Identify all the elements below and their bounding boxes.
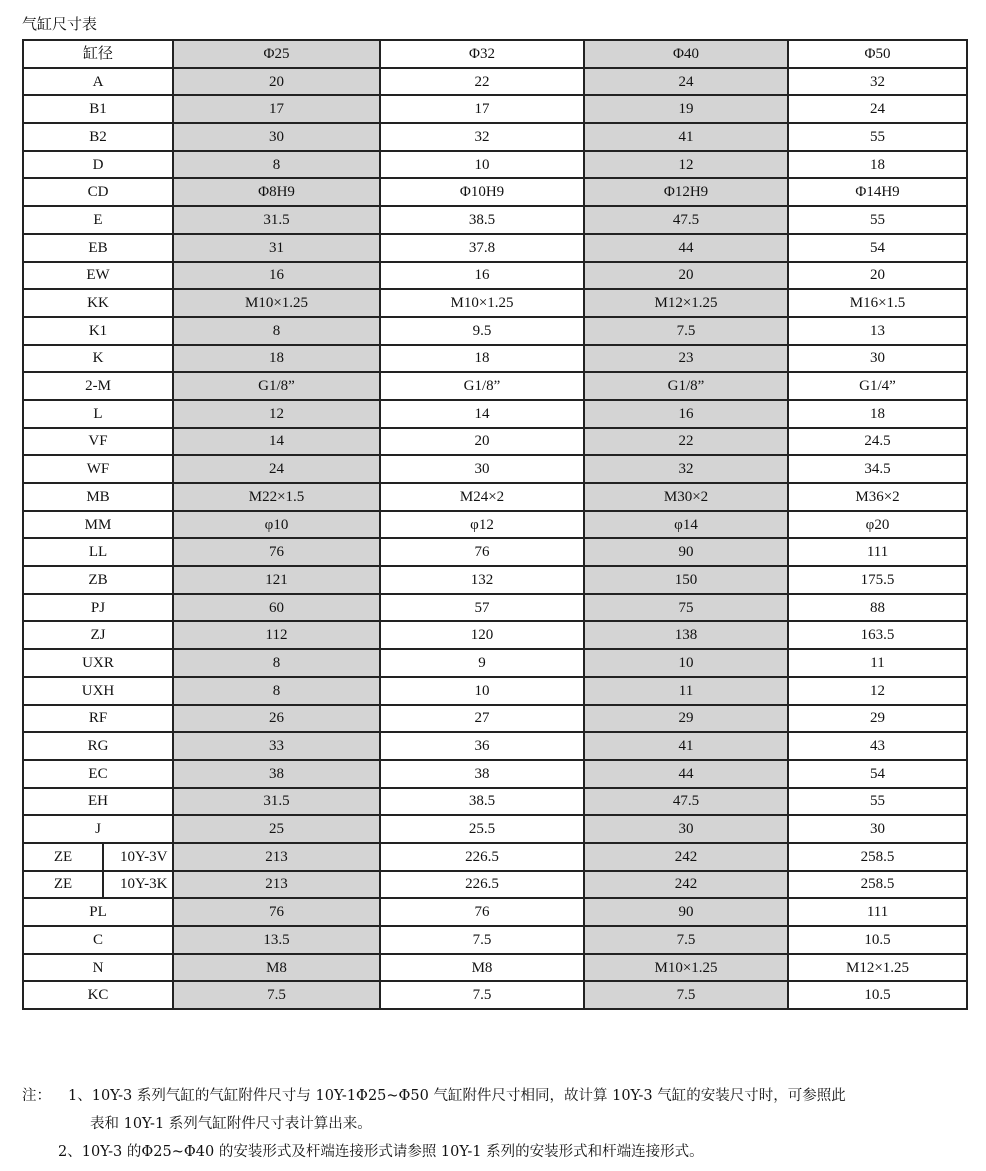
row-label: K1 xyxy=(23,317,173,345)
table-cell: 31.5 xyxy=(173,206,380,234)
table-row xyxy=(23,732,967,760)
notes-section xyxy=(22,1082,966,1166)
table-cell: 10 xyxy=(380,151,584,179)
table-cell: 44 xyxy=(584,760,788,788)
table-cell: 26 xyxy=(173,705,380,733)
table-row xyxy=(23,871,967,899)
row-label: PJ xyxy=(23,594,173,622)
table-row xyxy=(23,788,967,816)
table-cell: 163.5 xyxy=(788,621,967,649)
table-cell: 38 xyxy=(173,760,380,788)
table-cell: 16 xyxy=(173,262,380,290)
table-row xyxy=(23,815,967,843)
table-cell: 9 xyxy=(380,649,584,677)
table-row xyxy=(23,68,967,96)
table-cell: 14 xyxy=(380,400,584,428)
table-row xyxy=(23,843,967,871)
row-label: ZB xyxy=(23,566,173,594)
table-row xyxy=(23,455,967,483)
table-cell: 11 xyxy=(788,649,967,677)
table-cell: 18 xyxy=(173,345,380,373)
table-cell: 19 xyxy=(584,95,788,123)
table-cell: 55 xyxy=(788,788,967,816)
table-cell: 258.5 xyxy=(788,871,967,899)
row-label: K xyxy=(23,345,173,373)
page-title: 气缸尺寸表 xyxy=(22,15,98,33)
table-cell: 175.5 xyxy=(788,566,967,594)
row-label: MM xyxy=(23,511,173,539)
table-cell: φ14 xyxy=(584,511,788,539)
table-cell: M12×1.25 xyxy=(584,289,788,317)
row-label: UXH xyxy=(23,677,173,705)
header-label: 缸径 xyxy=(23,40,173,68)
table-cell: 8 xyxy=(173,317,380,345)
table-row xyxy=(23,705,967,733)
table-cell: 20 xyxy=(584,262,788,290)
table-cell: M10×1.25 xyxy=(173,289,380,317)
table-cell: M16×1.5 xyxy=(788,289,967,317)
row-label: C xyxy=(23,926,173,954)
table-cell: G1/4” xyxy=(788,372,967,400)
row-label: CD xyxy=(23,178,173,206)
table-cell: 8 xyxy=(173,677,380,705)
note-1-continued: 表和 10Y-1 系列气缸附件尺寸表计算出来。 xyxy=(90,1116,372,1132)
note-2: 2、10Y-3 的Φ25~Φ40 的安装形式及杆端连接形式请参照 10Y-1 系列的安装形式和杆端连接形式。 xyxy=(58,1144,704,1160)
table-cell: 8 xyxy=(173,151,380,179)
table-cell: 47.5 xyxy=(584,788,788,816)
table-cell: 24.5 xyxy=(788,428,967,456)
table-cell: 29 xyxy=(788,705,967,733)
header-bore-size: Φ40 xyxy=(584,40,788,68)
table-cell: M10×1.25 xyxy=(584,954,788,982)
table-cell: 11 xyxy=(584,677,788,705)
row-label: 2-M xyxy=(23,372,173,400)
table-cell: 20 xyxy=(380,428,584,456)
table-cell: 32 xyxy=(380,123,584,151)
row-label: RF xyxy=(23,705,173,733)
table-row xyxy=(23,954,967,982)
table-cell: 111 xyxy=(788,898,967,926)
table-cell: 27 xyxy=(380,705,584,733)
table-row xyxy=(23,289,967,317)
table-row xyxy=(23,95,967,123)
table-cell: 88 xyxy=(788,594,967,622)
row-label: ZJ xyxy=(23,621,173,649)
table-cell: 24 xyxy=(173,455,380,483)
table-cell: 111 xyxy=(788,538,967,566)
table-cell: 47.5 xyxy=(584,206,788,234)
table-cell: 22 xyxy=(380,68,584,96)
table-cell: 20 xyxy=(788,262,967,290)
table-cell: 36 xyxy=(380,732,584,760)
table-cell: 75 xyxy=(584,594,788,622)
table-row xyxy=(23,317,967,345)
table-cell: 30 xyxy=(788,345,967,373)
row-label: A xyxy=(23,68,173,96)
table-row xyxy=(23,538,967,566)
table-cell: 38.5 xyxy=(380,206,584,234)
row-label: PL xyxy=(23,898,173,926)
table-row xyxy=(23,428,967,456)
table-cell: 30 xyxy=(173,123,380,151)
table-cell: M30×2 xyxy=(584,483,788,511)
row-label: MB xyxy=(23,483,173,511)
table-cell: 13 xyxy=(788,317,967,345)
table-cell: 30 xyxy=(584,815,788,843)
table-cell: 18 xyxy=(788,400,967,428)
table-cell: 112 xyxy=(173,621,380,649)
table-cell: 76 xyxy=(380,898,584,926)
table-row xyxy=(23,483,967,511)
table-cell: M10×1.25 xyxy=(380,289,584,317)
table-cell: M12×1.25 xyxy=(788,954,967,982)
row-label: J xyxy=(23,815,173,843)
table-cell: 23 xyxy=(584,345,788,373)
table-cell: G1/8” xyxy=(584,372,788,400)
row-label: B2 xyxy=(23,123,173,151)
table-row xyxy=(23,262,967,290)
table-cell: 54 xyxy=(788,234,967,262)
table-row xyxy=(23,926,967,954)
table-cell: 14 xyxy=(173,428,380,456)
row-sublabel: 10Y-3V xyxy=(103,843,173,871)
table-cell: 16 xyxy=(584,400,788,428)
table-cell: 10.5 xyxy=(788,926,967,954)
table-cell: 22 xyxy=(584,428,788,456)
table-cell: M8 xyxy=(380,954,584,982)
table-cell: G1/8” xyxy=(173,372,380,400)
note-1 xyxy=(22,1082,966,1110)
row-label: EW xyxy=(23,262,173,290)
table-cell: 13.5 xyxy=(173,926,380,954)
row-label: LL xyxy=(23,538,173,566)
table-cell: 38 xyxy=(380,760,584,788)
table-cell: 24 xyxy=(584,68,788,96)
table-row xyxy=(23,123,967,151)
table-cell: Φ10H9 xyxy=(380,178,584,206)
table-cell: 76 xyxy=(380,538,584,566)
row-label: RG xyxy=(23,732,173,760)
table-cell: 55 xyxy=(788,123,967,151)
header-bore-size: Φ32 xyxy=(380,40,584,68)
table-cell: 24 xyxy=(788,95,967,123)
table-row xyxy=(23,511,967,539)
table-cell: 226.5 xyxy=(380,871,584,899)
table-cell: Φ8H9 xyxy=(173,178,380,206)
table-cell: 32 xyxy=(584,455,788,483)
table-cell: 121 xyxy=(173,566,380,594)
table-cell: 18 xyxy=(788,151,967,179)
table-cell: 138 xyxy=(584,621,788,649)
table-cell: 7.5 xyxy=(380,981,584,1009)
table-cell: 34.5 xyxy=(788,455,967,483)
table-row xyxy=(23,206,967,234)
table-cell: 38.5 xyxy=(380,788,584,816)
row-label: D xyxy=(23,151,173,179)
table-row xyxy=(23,760,967,788)
table-cell: 17 xyxy=(380,95,584,123)
table-cell: 76 xyxy=(173,898,380,926)
table-cell: M24×2 xyxy=(380,483,584,511)
table-cell: 55 xyxy=(788,206,967,234)
table-row xyxy=(23,151,967,179)
table-cell: 20 xyxy=(173,68,380,96)
row-sublabel: 10Y-3K xyxy=(103,871,173,899)
table-cell: 30 xyxy=(788,815,967,843)
table-cell: 9.5 xyxy=(380,317,584,345)
table-cell: 7.5 xyxy=(380,926,584,954)
row-label: KK xyxy=(23,289,173,317)
table-cell: φ12 xyxy=(380,511,584,539)
table-cell: 132 xyxy=(380,566,584,594)
table-cell: 12 xyxy=(584,151,788,179)
note-1-text: 1、10Y-3 系列气缸的气缸附件尺寸与 10Y-1Φ25~Φ50 气缸附件尺寸相同，故计算 10Y-3 气缸的安装尺寸时，可参照此 xyxy=(68,1088,846,1104)
header-bore-size: Φ50 xyxy=(788,40,967,68)
table-cell: 7.5 xyxy=(173,981,380,1009)
table-cell: 12 xyxy=(173,400,380,428)
table-row xyxy=(23,345,967,373)
table-row xyxy=(23,400,967,428)
table-cell: 16 xyxy=(380,262,584,290)
table-cell: 44 xyxy=(584,234,788,262)
row-label: KC xyxy=(23,981,173,1009)
table-cell: φ10 xyxy=(173,511,380,539)
row-label: ZE xyxy=(23,871,103,899)
table-cell: 12 xyxy=(788,677,967,705)
table-row xyxy=(23,677,967,705)
table-cell: 32 xyxy=(788,68,967,96)
row-label: ZE xyxy=(23,843,103,871)
table-cell: 90 xyxy=(584,538,788,566)
table-cell: 29 xyxy=(584,705,788,733)
table-cell: 41 xyxy=(584,732,788,760)
table-cell: φ20 xyxy=(788,511,967,539)
table-cell: 17 xyxy=(173,95,380,123)
table-cell: 90 xyxy=(584,898,788,926)
table-cell: 31 xyxy=(173,234,380,262)
row-label: WF xyxy=(23,455,173,483)
row-label: EB xyxy=(23,234,173,262)
table-cell: 41 xyxy=(584,123,788,151)
row-label: VF xyxy=(23,428,173,456)
table-row xyxy=(23,898,967,926)
table-header-row xyxy=(23,40,967,68)
row-label: E xyxy=(23,206,173,234)
cylinder-dimension-table xyxy=(22,39,968,1010)
notes-prefix: 注： xyxy=(22,1088,51,1104)
table-row xyxy=(23,372,967,400)
table-cell: 7.5 xyxy=(584,981,788,1009)
table-cell: Φ14H9 xyxy=(788,178,967,206)
table-cell: 18 xyxy=(380,345,584,373)
table-cell: 213 xyxy=(173,871,380,899)
table-cell: Φ12H9 xyxy=(584,178,788,206)
row-label: L xyxy=(23,400,173,428)
row-label: B1 xyxy=(23,95,173,123)
table-cell: 60 xyxy=(173,594,380,622)
table-cell: 213 xyxy=(173,843,380,871)
table-row xyxy=(23,234,967,262)
table-cell: 37.8 xyxy=(380,234,584,262)
table-cell: 7.5 xyxy=(584,926,788,954)
table-row xyxy=(23,594,967,622)
table-cell: G1/8” xyxy=(380,372,584,400)
table-cell: 33 xyxy=(173,732,380,760)
table-cell: 43 xyxy=(788,732,967,760)
table-cell: 30 xyxy=(380,455,584,483)
row-label: EC xyxy=(23,760,173,788)
table-cell: M22×1.5 xyxy=(173,483,380,511)
table-cell: 25 xyxy=(173,815,380,843)
row-label: EH xyxy=(23,788,173,816)
table-cell: 10 xyxy=(584,649,788,677)
table-cell: 57 xyxy=(380,594,584,622)
table-cell: 10.5 xyxy=(788,981,967,1009)
table-cell: 8 xyxy=(173,649,380,677)
table-cell: 7.5 xyxy=(584,317,788,345)
table-row xyxy=(23,621,967,649)
row-label: N xyxy=(23,954,173,982)
table-cell: 226.5 xyxy=(380,843,584,871)
table-cell: M8 xyxy=(173,954,380,982)
table-body xyxy=(23,40,967,1009)
row-label: UXR xyxy=(23,649,173,677)
header-bore-size: Φ25 xyxy=(173,40,380,68)
table-cell: 258.5 xyxy=(788,843,967,871)
table-cell: 120 xyxy=(380,621,584,649)
table-row xyxy=(23,981,967,1009)
table-cell: 242 xyxy=(584,871,788,899)
table-cell: 25.5 xyxy=(380,815,584,843)
table-row xyxy=(23,178,967,206)
table-cell: 54 xyxy=(788,760,967,788)
table-cell: M36×2 xyxy=(788,483,967,511)
table-row xyxy=(23,566,967,594)
table-cell: 76 xyxy=(173,538,380,566)
table-row xyxy=(23,649,967,677)
table-cell: 10 xyxy=(380,677,584,705)
table-cell: 242 xyxy=(584,843,788,871)
table-cell: 31.5 xyxy=(173,788,380,816)
table-cell: 150 xyxy=(584,566,788,594)
